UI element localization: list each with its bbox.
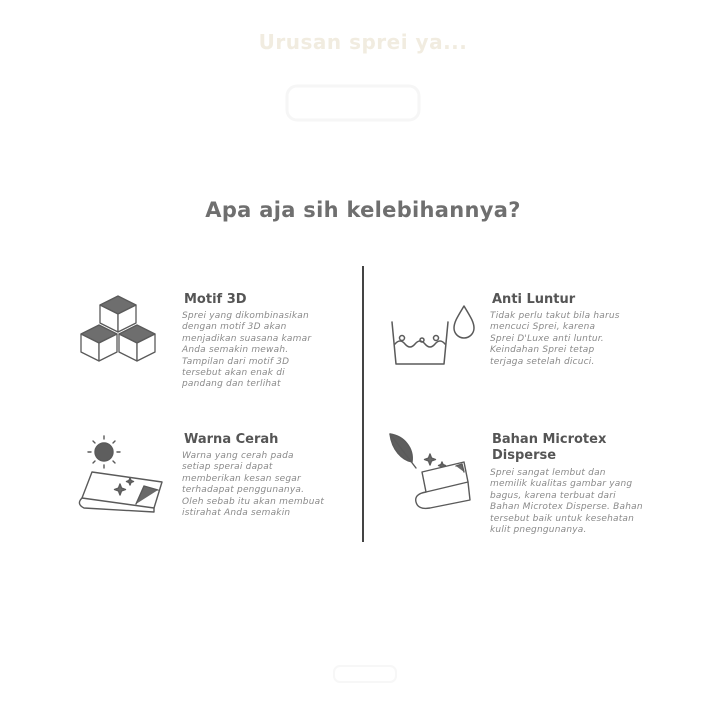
feature-description: Sprei yang dikombinasikan dengan motif 3D akan menjadikan suasana kamar Anda semakin mewah. Tampilan dari motif 3D tersebut akan enak di pandang dan terlihat xyxy=(182,311,312,390)
feature-title: Bahan Microtex Disperse xyxy=(492,432,607,463)
feature-title: Warna Cerah xyxy=(184,432,279,447)
feature-description: Warna yang cerah pada setiap sperai dapat memberikan kesan segar terhadapat penggunanya. Oleh sebab itu akan membuat istirahat Anda semakin xyxy=(182,451,325,519)
feature-description: Sprei sangat lembut dan memilik kualitas gambar yang bagus, karena terbuat dari Bahan Microtex Disperse. Bahan tersebut baik untuk kesehatan kulit pnegngunanya. xyxy=(490,468,643,536)
feature-title: Anti Luntur xyxy=(492,292,576,307)
feature-title: Motif 3D xyxy=(184,292,247,307)
feature-description: Tidak perlu takut bila harus mencuci Sprei, karena Sprei D'Luxe anti luntur. Keindahan Sprei tetap terjaga setelah dicuci. xyxy=(490,311,620,367)
feature-motif-3d xyxy=(78,292,348,402)
faint-logo-icon xyxy=(283,78,423,126)
cubes-icon xyxy=(78,292,162,372)
water-drop-basin-icon xyxy=(386,292,482,372)
section-heading: Apa aja sih kelebihannya? xyxy=(205,198,521,222)
faint-bottom-icon xyxy=(330,660,400,688)
feature-warna-cerah xyxy=(74,432,354,532)
center-divider xyxy=(362,266,364,542)
top-title: Urusan sprei ya... xyxy=(258,30,468,54)
feather-fabric-icon xyxy=(382,432,482,516)
sun-sheet-icon xyxy=(74,432,170,516)
feature-anti-luntur xyxy=(386,292,686,402)
feature-bahan-microtex xyxy=(382,432,682,542)
